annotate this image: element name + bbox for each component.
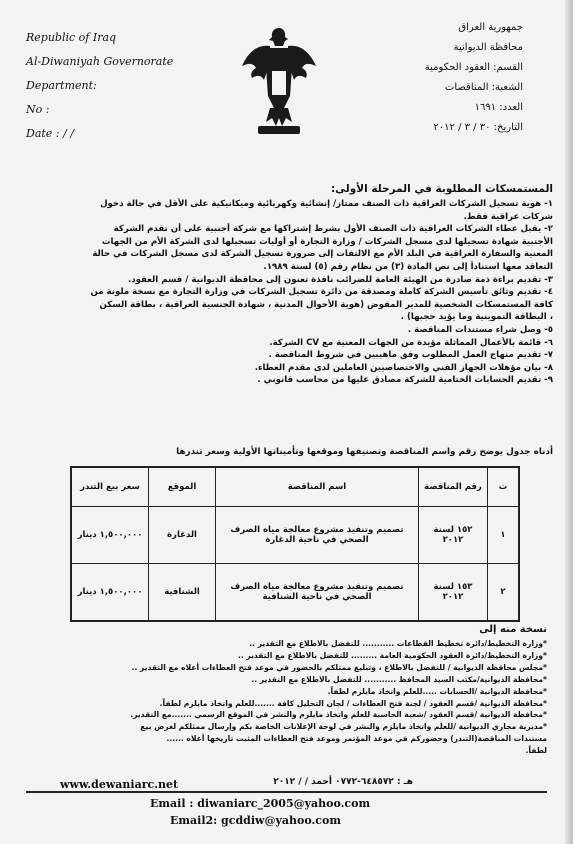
copy-recipient-line: لطفاً.: [525, 746, 547, 756]
letterhead-line: No :: [26, 103, 50, 116]
column-header: سعر بيع التندر: [71, 467, 149, 507]
copy-recipient-line: *محافظة الديوانية /قسم العقود /شعبة الحاسبة للعلم واتخاذ مايلزم والنشر في الموقع الرسمي .......مع التقدير.: [130, 710, 547, 720]
letterhead-line: التاريخ: ٣٠ / ٣ / ٢٠١٢: [433, 122, 523, 133]
column-header: رقم المناقصة: [419, 467, 488, 507]
requirement-line: ٥- وصل شراء مستندات المناقصة .: [407, 324, 553, 335]
copy-recipient-line: *مديرية مجاري الديوانية /للعلم واتخاذ مايلزم والنشر في لوحة الإعلانات الخاصة بكم وإرسال ممثلكم لغرض بيع: [140, 722, 547, 732]
copy-recipient-line: *محافظة الديوانية /الحسابات .....للعلم واتخاذ مايلزم لطفاً.: [327, 686, 547, 696]
letterhead-line: Date : / /: [26, 127, 74, 140]
scan-edge-shadow: [565, 0, 573, 844]
table-row: [71, 507, 519, 564]
requirement-line: ١- هوية تسجيل الشركات العراقية ذات الصنف ممتاز/ إنشائية وكهربائية وميكانيكية على الأقل في حالة دخول: [100, 199, 553, 209]
table-cell: ١٥٣ لسنة ٢٠١٢: [419, 564, 488, 622]
website-link[interactable]: www.dewaniarc.net: [60, 778, 179, 791]
table-cell: تصميم وتنفيذ مشروع معالجة مياه الصرف الصحي في ناحية الدغارة: [216, 507, 419, 564]
copy-recipient-line: مستندات المناقصة(التندر) وحضوركم في موعد المؤتمر وموعد فتح العطاءات المثبت تاريخها أعلاه ......: [166, 734, 547, 744]
table-cell: ١,٥٠٠,٠٠٠ دينار: [71, 507, 149, 564]
email-link-secondary[interactable]: Email2: gcddiw@yahoo.com: [170, 814, 341, 827]
requirement-line: شركات عراقية فقط.: [463, 211, 553, 222]
letterhead-line: Al-Diwaniyah Governorate: [26, 55, 174, 68]
copy-recipient-line: *وزارة التخطيط/دائرة تخطيط القطاعات ........... للتفضل بالاطلاع مع التقدير ..: [249, 639, 547, 648]
letterhead-line: جمهورية العراق: [458, 22, 523, 33]
english-letterhead: [26, 26, 173, 146]
copy-recipient-line: *محافظة الديوانية/مكتب السيد المحافظ ........... للتفضل بالاطلاع مع التقدير ..: [251, 674, 547, 684]
letterhead-line: Department:: [26, 79, 97, 92]
letterhead-line: العدد: ١٦٩١: [474, 102, 523, 113]
requirement-line: ٢- يقبل عطاء الشركات العراقية ذات الصنف الأول بشرط إشتراكها مع شركة أجنبية على أن تقدم الشركة: [113, 224, 553, 235]
requirement-line: ، البطاقة التموينية وما يؤيد حجبها) .: [400, 312, 553, 323]
requirement-line: ٦- قائمة بالأعمال المماثلة مؤيدة من الجهات المعنية مع CV الشركة.: [269, 337, 553, 348]
copies-list: [26, 638, 547, 757]
copy-recipient-line: *محافظة الديوانية /قسم العقود / لجنة فتح العطاءات / لجان التحليل كافة .......للعلم واتخاذ مايلزم لطفاً.: [159, 698, 547, 708]
copy-recipient-line: *مجلس محافظة الديوانية / للتفضل بالاطلاع ، وتبليغ ممثلكم بالحضور في موعد فتح العطاءات أعلاه مع التقدير ..: [131, 662, 547, 672]
requirements-heading: المستمسكات المطلوبة في المرحلة الأولى:: [330, 183, 553, 195]
table-cell: ١٥٢ لسنة ٢٠١٢: [419, 507, 488, 564]
table-cell: ١: [488, 507, 520, 564]
email-link[interactable]: Email : diwaniarc_2005@yahoo.com: [150, 797, 371, 810]
requirement-line: المعنية والسفارة العراقية في البلد الأم مع الالتفات إلى ضرورة تسجيل الشركة لدى مسجل الشركات في حالة: [92, 249, 553, 260]
table-header-row: [71, 467, 519, 507]
tenders-table: [70, 466, 520, 622]
copies-heading: نسخة منه إلى: [479, 624, 547, 635]
requirement-line: ٩- تقديم الحسابات الختامية للشركة مصادق عليها من محاسب قانوني .: [257, 375, 553, 386]
table-cell: ١,٥٠٠,٠٠٠ دينار: [71, 564, 149, 622]
table-row: [71, 564, 519, 622]
letterhead-line: Republic of Iraq: [26, 31, 117, 44]
column-header: اسم المناقصة: [216, 467, 419, 507]
footer-divider: [26, 791, 547, 793]
requirement-line: التعاقد معها استناداً إلى نص المادة (٣) من نظام رقم (٥) لسنة ١٩٨٩.: [263, 261, 553, 272]
footer-reference: هـ : ٦٤٨٥٧٢-٠٧٧٢ أحمد / / ٢٠١٢: [273, 777, 413, 787]
copy-recipient-line: *وزارة التخطيط/دائرة العقود الحكومية العامة ......... للتفضل بالاطلاع مع التقدير ..: [237, 650, 547, 660]
requirement-line: كافة المستمسكات الشخصية للمدير المفوض (هوية الأحوال المدنية ، شهادة الجنسية العراقية ، بطاقة السكن: [99, 299, 553, 310]
column-header: الموقع: [149, 467, 216, 507]
table-cell: الدغارة: [149, 507, 216, 564]
requirement-line: ٧- تقديم منهاج العمل المطلوب وفق ماهيبين في شروط المناقصة .: [268, 350, 553, 361]
letterhead-line: الشعبة: المناقصات: [444, 82, 523, 93]
table-cell: تصميم وتنفيذ مشروع معالجة مياه الصرف الصحي في ناحية الشنافية: [216, 564, 419, 622]
eagle-emblem-icon: [240, 22, 318, 142]
table-cell: ٢: [488, 564, 520, 622]
letterhead-line: القسم: العقود الحكومية: [424, 62, 523, 73]
letterhead-line: محافظة الديوانية: [453, 42, 523, 53]
requirement-line: ٤- تقديم وثائق تأسيس الشركة كاملة ومصدقة من دائرة تسجيل الشركات في وزارة التجارة مع نسخة ملونة من: [90, 287, 553, 298]
table-cell: الشنافية: [149, 564, 216, 622]
requirement-line: الأجنبية شهادة تسجيلها لدى مسجل الشركات / وزارة التجارة أو أوليات تسجيلها لدى الشركة الأم من الجهات: [101, 236, 553, 247]
table-caption: أدناه جدول يوضح رقم واسم المناقصة وتصنيفها وموقعها وتأميناتها الأولية وسعر تندرها: [176, 447, 553, 457]
column-header: ت: [488, 467, 520, 507]
arabic-letterhead: [425, 18, 523, 138]
requirement-line: ٨- بيان مؤهلات الجهاز الفني والاختصاصيين العاملين لدى مقدم العطاء.: [254, 362, 553, 373]
requirement-line: ٣- تقديم براءة ذمة صادرة من الهيئة العامة للضرائب نافذة تعنون إلى محافظة الديوانية / قسم العقود.: [127, 274, 553, 285]
requirements-list: [20, 198, 553, 387]
